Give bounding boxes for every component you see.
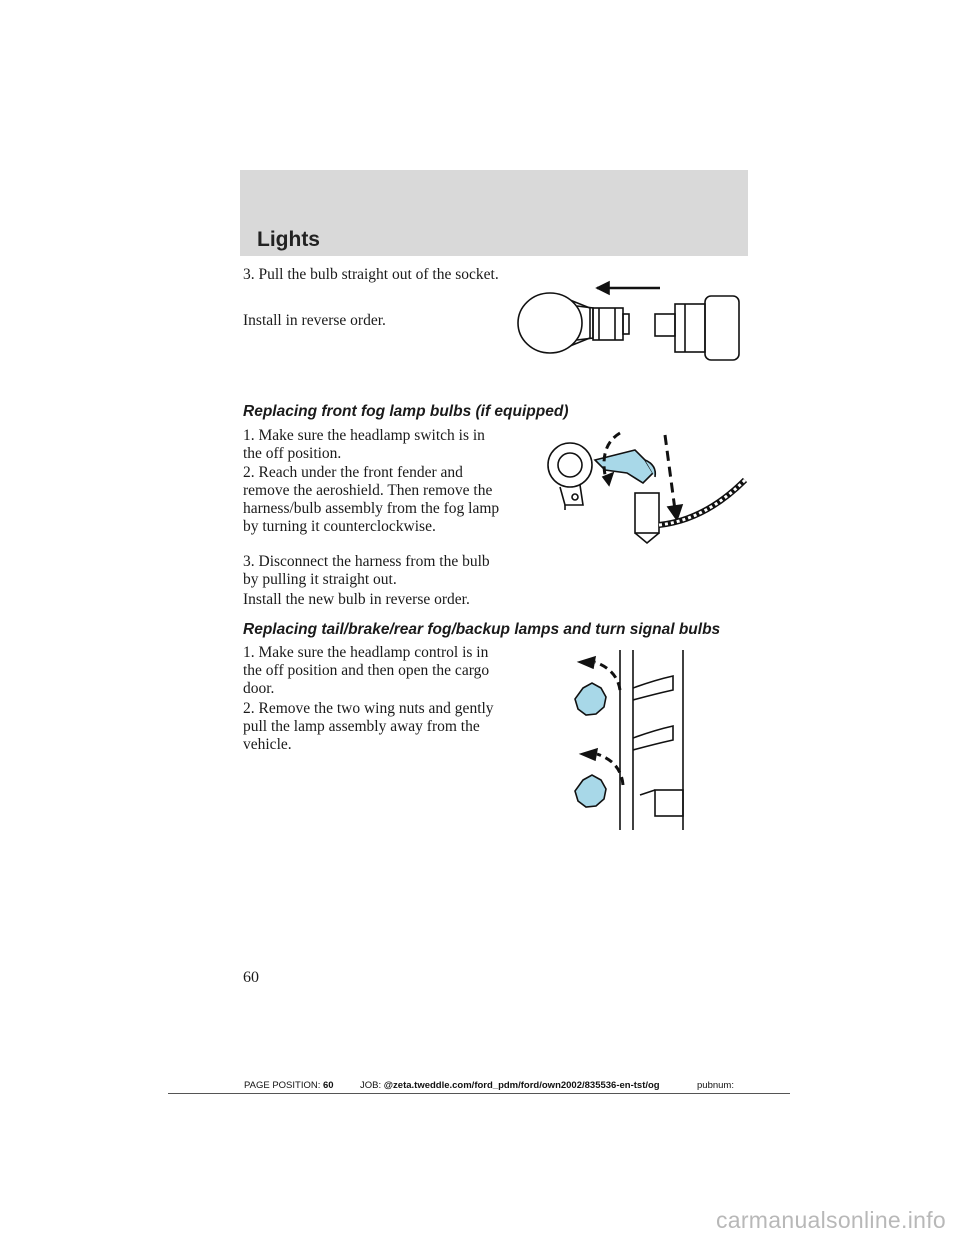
tail-lamps-heading: Replacing tail/brake/rear fog/backup lamps and turn signal bulbs xyxy=(243,621,721,638)
fog-install-note: Install the new bulb in reverse order. xyxy=(243,591,470,608)
section-title: Lights xyxy=(257,228,320,251)
footer-page-position-label: PAGE POSITION: xyxy=(244,1080,321,1091)
bulb-step-3: 3. Pull the bulb straight out of the socket. xyxy=(243,266,499,283)
footer-divider xyxy=(168,1093,790,1094)
page-number: 60 xyxy=(243,969,259,986)
footer-job xyxy=(360,1080,660,1091)
footer-page-position xyxy=(244,1080,334,1091)
fog-step-1: 1. Make sure the headlamp switch is in the off position. xyxy=(243,427,485,462)
site-watermark: carmanualsonline.info xyxy=(715,1207,946,1233)
footer-job-label: JOB: xyxy=(360,1080,382,1091)
fog-step-2: 2. Reach under the front fender and remove the aeroshield. Then remove the harness/bulb assembly from the fog lamp by turning it counterclockwise. xyxy=(243,464,500,535)
fog-lamp-illustration xyxy=(535,425,755,555)
bulb-install-note: Install in reverse order. xyxy=(243,312,386,329)
section-header-band xyxy=(240,170,748,256)
tail-step-2: 2. Remove the two wing nuts and gently pull the lamp assembly away from the vehicle. xyxy=(243,700,494,753)
footer-job-value: @zeta.tweddle.com/ford_pdm/ford/own2002/835536-en-tst/og xyxy=(383,1080,660,1091)
fog-lamp-heading: Replacing front fog lamp bulbs (if equipped) xyxy=(243,403,569,420)
fog-step-3: 3. Disconnect the harness from the bulb by pulling it straight out. xyxy=(243,553,490,588)
tail-step-1: 1. Make sure the headlamp control is in the off position and then open the cargo door. xyxy=(243,644,490,697)
wing-nuts-illustration xyxy=(565,650,695,840)
footer-page-position-value: 60 xyxy=(323,1080,334,1091)
bulb-removal-illustration xyxy=(515,278,745,378)
footer-pubnum: pubnum: xyxy=(697,1080,734,1091)
